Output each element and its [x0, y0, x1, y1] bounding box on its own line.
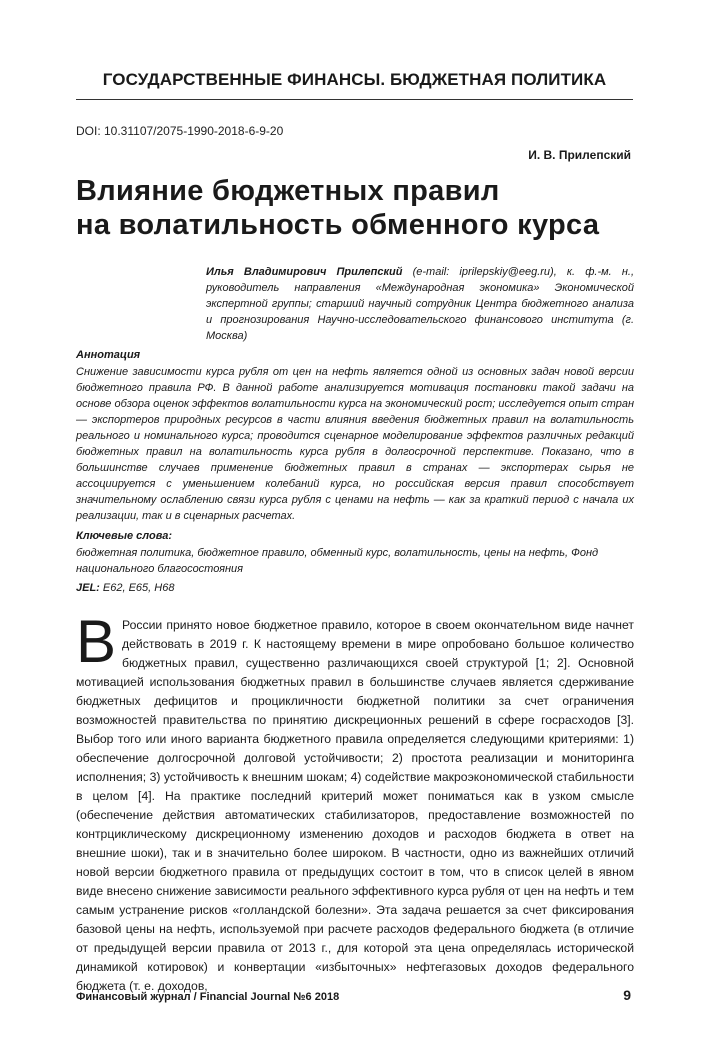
article-title [76, 174, 636, 242]
affiliation-text: (e-mail: iprilepskiy@eeg.ru), к. ф.-м. н., руководитель направления «Международная экономика» Экономической экспертной группы; старший научный сотрудник Центра бюджетного анализа и прогнозирования Научно-исследовательского финансового института (г. Москва) [206, 266, 634, 342]
page-number: 9 [623, 987, 631, 1003]
title-line-2: на волатильность обменного курса [76, 209, 600, 241]
title-line-1: Влияние бюджетных правил [76, 175, 500, 207]
footer-journal: Финансовый журнал / Financial Journal №6 2018 [76, 991, 340, 1003]
author-affiliation [206, 264, 634, 344]
section-header: ГОСУДАРСТВЕННЫЕ ФИНАНСЫ. БЮДЖЕТНАЯ ПОЛИТИКА [102, 70, 607, 89]
dropcap: В [76, 608, 117, 675]
jel-codes [76, 582, 174, 594]
abstract-label: Аннотация [76, 349, 141, 361]
keywords-label: Ключевые слова: [76, 530, 172, 542]
body-text [76, 608, 634, 996]
abstract-text: Снижение зависимости курса рубля от цен на нефть является одной из основных задач новой версии бюджетного правила РФ. В данной работе анализируется мотивация постановки такой задачи на основе обзора оценок эффектов волатильности курса на экономический рост; исследуется опыт стран — экспортеров природных ресурсов в части влияния введения бюджетных правил на волатильность реального и номинального курса; проводится сценарное моделирование эффектов различных редакций бюджетных правил на волатильность курса рубля в долгосрочной перспективе. Показано, что в большинстве случаев применение бюджетных правил в странах — экспортерах сырья не ассоциируется с уменьшением колебаний курса, но российская версия правил способствует значительному ослаблению связи курса рубля с ценами на нефть — как за краткий период с начала их реализации, так и в сценарных расчетах. [76, 366, 634, 522]
body-paragraph-text: России принято новое бюджетное правило, которое в своем окончательном виде начнет действовать в 2019 г. К настоящему времени в мире опробовано большое количество бюджетных правил, существенно различающихся своей структурой [1; 2]. Основной мотивацией использования бюджетных правил в большинстве случаев является сдерживание бюджетных дефицитов и процикличности бюджетной политики за счет ограничения возможностей правительства по принятию дискреционных решений в сфере госрасходов [3]. Выбор того или иного варианта бюджетного правила определяется следующими критериями: 1) обеспечение долгосрочной долговой устойчивости; 2) простота реализации и мониторинга исполнения; 3) устойчивость к внешним шокам; 4) содействие макроэкономической стабильности в целом [4]. На практике последний критерий может пониматься как в узком смысле (обеспечение действия автоматических стабилизаторов, предоставление возможностей по контрциклическому дискреционному изменению доходов и расходов бюджета в ответ на внешние шоки), так и в значительно более широком. В частности, одно из важнейших отличий новой версии бюджетного правила от предыдущих состоит в том, что в список целей в явном виде внесено снижение зависимости реального эффективного курса рубля от цен на нефть и тем самым устранение рисков «голландской болезни». Эта задача решается за счет фиксирования базовой цены на нефть, используемой при расчете расходов федерального бюджета (в отличие от предыдущей версии правила от 2013 г., для которой эта цена определялась исторической динамикой котировок) и конвертации «избыточных» нефтегазовых доходов федерального бюджета (т. е. доходов, [76, 618, 634, 993]
jel-values: E62, E65, H68 [99, 582, 175, 594]
doi: DOI: 10.31107/2075-1990-2018-6-9-20 [76, 124, 284, 138]
author-short: И. В. Прилепский [528, 148, 631, 162]
author-full-name: Илья Владимирович Прилепский [206, 266, 403, 278]
body-paragraph [76, 608, 634, 996]
keywords-text: бюджетная политика, бюджетное правило, обменный курс, волатильность, цены на нефть, Фонд национального благосостояния [76, 547, 599, 575]
header-divider [76, 99, 633, 100]
jel-label: JEL: [76, 582, 100, 594]
